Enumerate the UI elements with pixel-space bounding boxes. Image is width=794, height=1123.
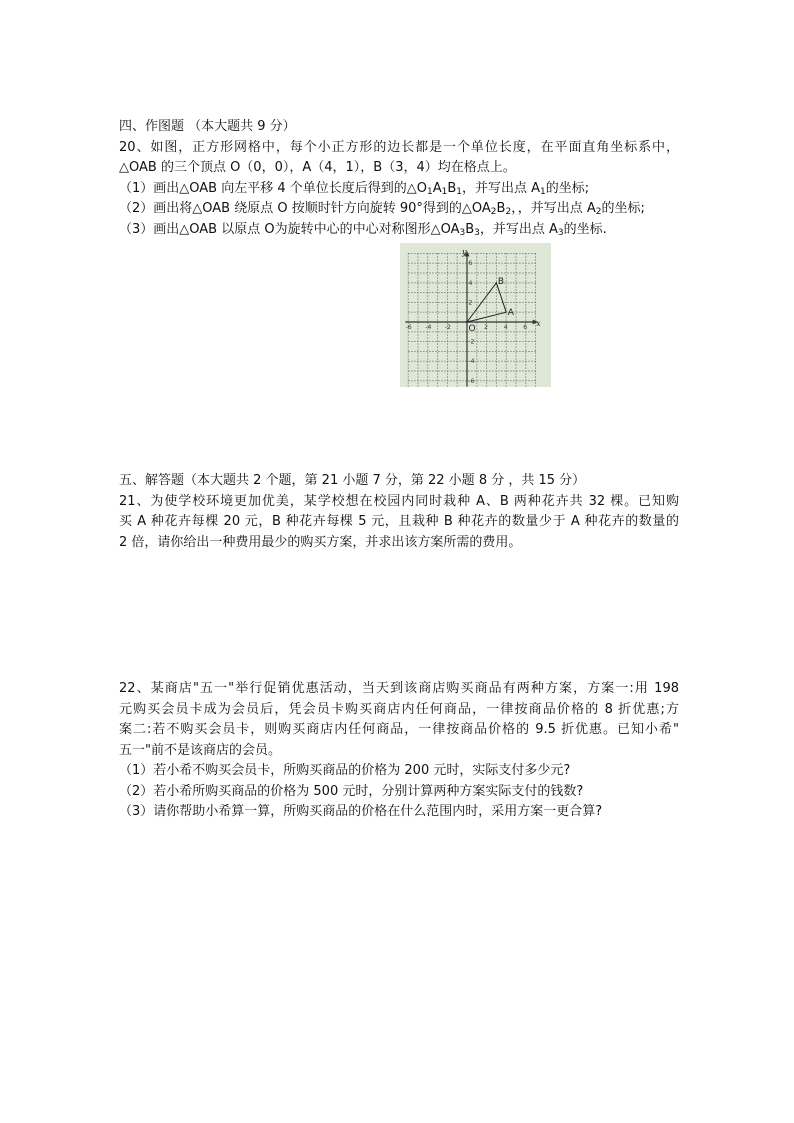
q21-line-3: 2 倍，请你给出一种费用最少的购买方案，并求出该方案所需的费用。 [119, 534, 522, 550]
x-tick-label: -2 [444, 324, 451, 331]
x-tick-label: -4 [425, 324, 432, 331]
q21-line-2: 买 A 种花卉每棵 20 元，B 种花卉每棵 5 元，且栽种 B 种花卉的数量少于 A 种花卉的数量的 [119, 514, 679, 529]
q20-sub1-text-c: 的坐标; [545, 180, 590, 196]
x-tick-label: 4 [503, 324, 508, 331]
q22-line-4: 五一"前不是该商店的会员。 [119, 742, 281, 758]
point-a-label: A [507, 308, 514, 319]
section-4 [119, 117, 679, 240]
q20-sub3-a3: 3 [459, 227, 466, 238]
section-5 [119, 471, 679, 553]
x-tick-label: -6 [405, 324, 412, 331]
origin-label: O [468, 324, 476, 334]
y-tick-label: -2 [468, 338, 475, 346]
y-tick-label: -6 [468, 377, 475, 385]
q20-sub2-text-c: 的坐标; [601, 201, 645, 216]
q20-sub2-B: B [496, 201, 506, 216]
q20-sub-2 [119, 199, 679, 220]
q20-line-2: △OAB 的三个顶点 O（0，0），A（4，1），B（3，4）均在格点上。 [119, 160, 516, 175]
point-b-label: B [497, 276, 505, 287]
q20-sub-3 [119, 220, 679, 241]
q22-line-2: 元购买会员卡成为会员后，凭会员卡购买商店内任何商品，一律按商品价格的 8 折优惠;方 [119, 701, 679, 717]
q20-sub3-text-b: ，并写出点 A [479, 221, 558, 237]
q22-line-3: 案二:若不购买会员卡，则购买商店内任何商品，一律按商品价格的 9.5 折优惠。已知小希" [119, 722, 679, 737]
coordinate-grid-svg [400, 243, 551, 387]
q20-sub3-text-a: （3）画出△OAB 以原点 O为旋转中心的中心对称图形△OA [119, 221, 460, 237]
q20-sub2-b2: 2 [505, 207, 512, 217]
q20-sub1-A: A [432, 180, 442, 196]
q20-sub3-b3: 3 [474, 227, 480, 238]
q20-sub3-text-c: 的坐标. [563, 221, 607, 237]
q20-sub2-text-a: （2）画出将△OAB 绕原点 O 按顺时针方向旋转 90°得到的△OA [119, 201, 491, 216]
y-tick-label: 2 [468, 299, 473, 307]
question-22 [119, 679, 679, 823]
q22-sub-3: （3）请你帮助小希算一算，所购买商品的价格在什么范围内时，采用方案一更合算? [119, 804, 603, 819]
x-tick-label: 2 [484, 324, 488, 331]
q22-sub-2: （2）若小希所购买商品的价格为 500 元时，分别计算两种方案实际支付的钱数? [119, 783, 584, 799]
q22-line-1: 22、某商店"五一"举行促销优惠活动，当天到该商店购买商品有两种方案，方案一:用 198 [119, 681, 679, 696]
q20-sub3-B: B [465, 221, 475, 237]
q20-sub2-point-sub: 2 [595, 207, 602, 217]
q20-sub1-b1: 1 [456, 186, 463, 197]
q22-sub-1: （1）若小希不购买会员卡，所购买商品的价格为 200 元时，实际支付多少元? [119, 763, 571, 778]
section-5-heading: 五、解答题（本大题共 2 个题，第 21 小题 7 分，第 22 小题 8 分 ，共 15 分） [119, 473, 586, 488]
q20-sub2-a2: 2 [490, 207, 497, 217]
q20-sub2-text-b: ，，并写出点 A [511, 201, 596, 216]
q20-sub1-o1: 1 [426, 186, 433, 197]
y-axis-label: y [462, 247, 467, 257]
y-tick-label: 6 [468, 260, 473, 268]
x-tick-label: 6 [523, 324, 528, 331]
q20-sub-1 [119, 179, 679, 200]
q20-sub1-B: B [447, 180, 457, 196]
y-tick-label: 4 [468, 279, 473, 287]
figure-background [400, 243, 551, 387]
q20-sub1-a1: 1 [441, 186, 448, 197]
x-axis-label: x [536, 319, 541, 328]
q20-line-1: 20、如图，正方形网格中，每个小正方形的边长都是一个单位长度，在平面直角坐标系中， [119, 139, 679, 155]
q21-line-1: 21、为使学校环境更加优美，某学校想在校园内同时栽种 A、B 两种花卉共 32 棵。已知购 [119, 493, 679, 509]
coordinate-grid-figure [400, 243, 551, 387]
y-tick-label: -4 [468, 358, 475, 366]
q20-sub1-text-b: ，并写出点 A [462, 180, 541, 196]
q20-sub1-point-sub: 1 [540, 186, 546, 197]
q20-sub3-point-sub: 3 [557, 227, 564, 238]
section-4-heading: 四、作图题 （本大题共 9 分） [119, 119, 296, 134]
q20-sub1-text-a: （1）画出△OAB 向左平移 4 个单位长度后得到的△O [119, 180, 427, 196]
